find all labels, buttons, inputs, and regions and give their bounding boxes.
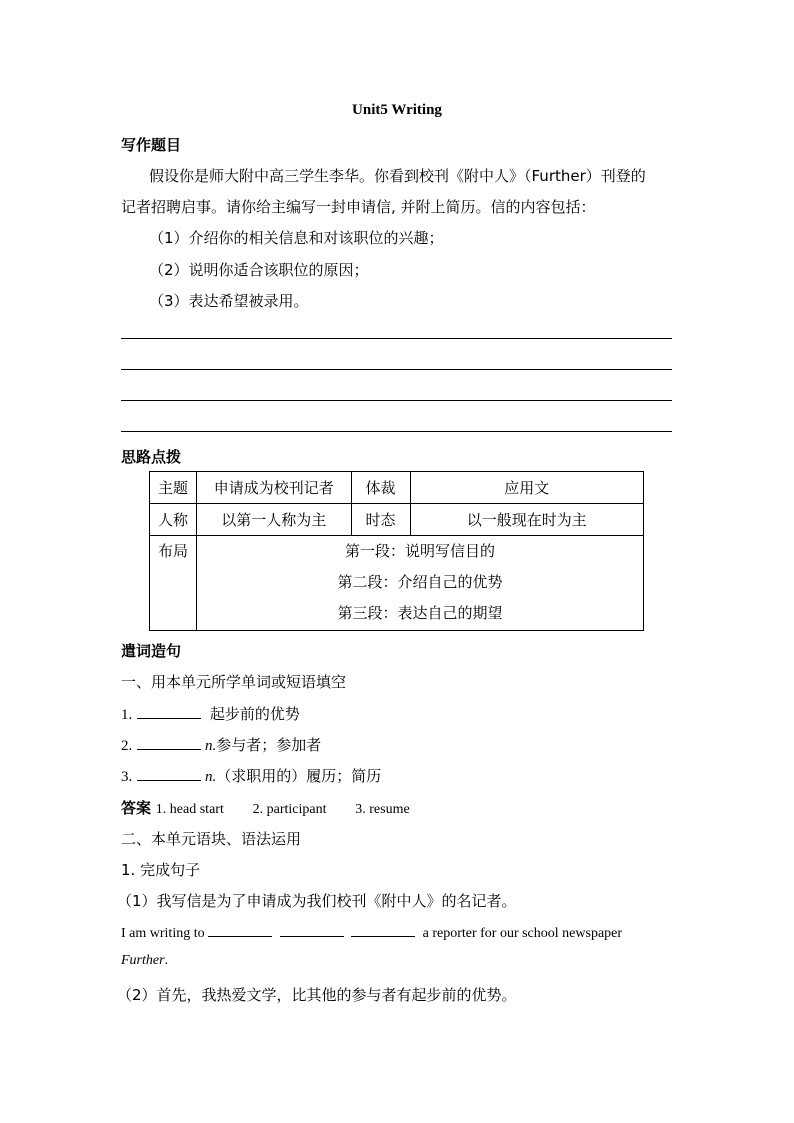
table-cell-value: 以一般现在时为主 bbox=[410, 504, 644, 536]
writing-line[interactable] bbox=[121, 369, 672, 370]
part2-title: 二、本单元语块、语法运用 bbox=[121, 830, 302, 848]
item-number: 2. bbox=[121, 738, 133, 754]
vocab-heading: 遣词造句 bbox=[121, 642, 182, 660]
table-cell-value: 以第一人称为主 bbox=[196, 504, 351, 536]
table-cell-key: 主题 bbox=[150, 472, 197, 504]
answer-blank[interactable] bbox=[208, 922, 272, 937]
subsection-1-title: 1. 完成句子 bbox=[121, 861, 201, 879]
table-row bbox=[150, 472, 644, 504]
table-cell-value: 申请成为校刊记者 bbox=[196, 472, 351, 504]
answer-blank[interactable] bbox=[137, 735, 201, 750]
table-cell-layout bbox=[196, 536, 643, 631]
table-cell-key: 人称 bbox=[150, 504, 197, 536]
answer-2: 2. participant bbox=[252, 802, 327, 817]
item-number: 3. bbox=[121, 769, 133, 785]
table-row bbox=[150, 504, 644, 536]
task-intro-line-1: 假设你是师大附中高三学生李华。你看到校刊《附中人》（Further）刊登的 bbox=[149, 167, 646, 185]
item-meaning: （求职用的）履历；简历 bbox=[216, 767, 382, 785]
newspaper-name: Further bbox=[121, 953, 165, 968]
layout-paragraph-1: 第一段：说明写信目的 bbox=[344, 542, 495, 560]
item-meaning: 起步前的优势 bbox=[209, 705, 300, 723]
table-cell-key bbox=[150, 536, 197, 631]
writing-line[interactable] bbox=[121, 338, 672, 339]
guidance-heading: 思路点拨 bbox=[121, 448, 182, 466]
layout-paragraph-2: 第二段：介绍自己的优势 bbox=[337, 573, 503, 591]
writing-line[interactable] bbox=[121, 400, 672, 401]
item-pos: n. bbox=[205, 769, 217, 785]
vocab-item-1 bbox=[121, 703, 300, 724]
task-point-3: （3）表达希望被录用。 bbox=[149, 292, 309, 310]
answer-label: 答案 bbox=[121, 799, 152, 817]
item-number: 1. bbox=[121, 707, 133, 723]
sentence-2-cn: （2）首先，我热爱文学，比其他的参与者有起步前的优势。 bbox=[117, 986, 517, 1004]
item-pos: n. bbox=[205, 738, 217, 754]
writing-line[interactable] bbox=[121, 431, 672, 432]
layout-paragraph-3: 第三段：表达自己的期望 bbox=[337, 604, 503, 622]
sentence-1-cn: （1）我写信是为了申请成为我们校刊《附中人》的名记者。 bbox=[117, 892, 517, 910]
vocab-item-2 bbox=[121, 734, 321, 755]
sentence-1-en-end: a reporter for our school newspaper bbox=[422, 926, 623, 941]
item-meaning: 参与者；参加者 bbox=[216, 736, 322, 754]
task-point-1: （1）介绍你的相关信息和对该职位的兴趣； bbox=[149, 229, 444, 247]
answer-blank[interactable] bbox=[351, 922, 415, 937]
part1-title: 一、用本单元所学单词或短语填空 bbox=[121, 673, 347, 691]
answer-blank[interactable] bbox=[280, 922, 344, 937]
table-cell-key: 时态 bbox=[351, 504, 410, 536]
sentence-1-en-line-2 bbox=[121, 953, 168, 969]
answer-3: 3. resume bbox=[355, 802, 410, 817]
table-row bbox=[150, 536, 644, 631]
sentence-1-en-start: I am writing to bbox=[121, 926, 205, 941]
table-cell-key: 体裁 bbox=[351, 472, 410, 504]
answer-line bbox=[121, 797, 410, 818]
answer-blank[interactable] bbox=[137, 766, 201, 781]
guidance-table bbox=[149, 471, 644, 631]
layout-key-label: 布局 bbox=[157, 542, 188, 560]
answer-1: 1. head start bbox=[155, 802, 224, 817]
page-title: Unit5 Writing bbox=[352, 102, 442, 118]
sentence-end-period: . bbox=[164, 953, 169, 968]
table-cell-value: 应用文 bbox=[410, 472, 644, 504]
writing-task-heading: 写作题目 bbox=[121, 136, 182, 154]
task-point-2: （2）说明你适合该职位的原因； bbox=[149, 261, 369, 279]
answer-blank[interactable] bbox=[137, 704, 201, 719]
sentence-1-en bbox=[121, 922, 622, 942]
vocab-item-3 bbox=[121, 765, 381, 786]
task-intro-line-2: 记者招聘启事。请你给主编写一封申请信, 并附上简历。信的内容包括： bbox=[121, 198, 596, 216]
